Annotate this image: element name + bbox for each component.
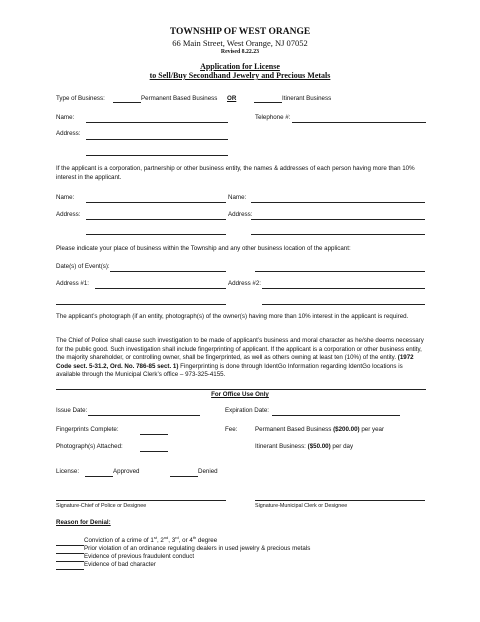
fee-itinerant-unit: per day — [332, 443, 354, 450]
owner2-address-field-2[interactable] — [251, 234, 425, 235]
fee-itinerant-amount: ($50.00) — [307, 443, 331, 450]
photograph-note: The applicant’s photograph (if an entity, photograph(s) of the owner(s) having more than 10% interest in the applicant is required. — [56, 313, 409, 320]
issue-date-label: Issue Date: — [56, 407, 88, 414]
signature-clerk-line[interactable] — [255, 500, 425, 501]
photographs-label: Photograph(s) Attached: — [56, 443, 123, 450]
event-dates-field-2[interactable] — [255, 271, 425, 272]
expiration-date-field[interactable] — [272, 415, 400, 416]
address2-field[interactable] — [262, 288, 425, 289]
fee-itinerant-label: Itinerant Business: — [255, 443, 306, 450]
itinerant-business-blank[interactable] — [254, 102, 282, 103]
owner2-name-label: Name: — [228, 194, 247, 201]
address1-field[interactable] — [95, 288, 226, 289]
township-address: 66 Main Street, West Orange, NJ 07052 — [172, 38, 308, 48]
event-dates-label: Date(s) of Event(s): — [56, 263, 110, 270]
license-approved-label: Approved — [113, 468, 140, 475]
signature-clerk-caption: Signature-Municipal Clerk or Designee — [255, 503, 348, 509]
police-code-reference: (1972 Code sect. 5-31.2, Ord. No. 786-85 sect. 1) — [56, 354, 414, 370]
permanent-business-blank[interactable] — [113, 102, 141, 103]
signature-police-caption: Signature-Chief of Police or Designee — [56, 503, 147, 509]
address1-field-2[interactable] — [56, 304, 226, 305]
police-text-part-a: The Chief of Police shall cause such investigation to be made of applicant’s business and moral character as he/she deems necessary for the public good. Such investigation shall include fingerprinting of applicant. If the applicant is a corporation or other business entity, the majority shareholder, or controlling owner, shall be fingerprinted, as well as others owning at least ten (10%) of the entity. — [56, 337, 424, 362]
owner2-address-label: Address: — [228, 211, 253, 218]
form-title-line1: Application for License — [200, 62, 280, 71]
form-title-line2: to Sell/Buy Secondhand Jewelry and Precious Metals — [149, 71, 331, 80]
denial-reason2: Prior violation of an ordinance regulating dealers in used jewelry & precious metals — [84, 545, 311, 552]
fee-permanent-text — [255, 426, 384, 434]
denial-reason3-blank[interactable] — [56, 561, 84, 562]
business-address-label: Address: — [56, 130, 81, 137]
location-intro-text: Please indicate your place of business within the Township and any other business location of the applicant: — [56, 245, 351, 252]
license-approved-blank[interactable] — [85, 476, 113, 477]
business-address-field-2[interactable] — [86, 155, 228, 156]
permanent-business-label: Permanent Based Business — [141, 95, 218, 102]
denial-reason2-blank[interactable] — [56, 553, 84, 554]
license-label: License: — [56, 468, 80, 475]
fingerprints-label: Fingerprints Complete: — [56, 426, 119, 433]
address2-label: Address #2: — [228, 280, 262, 287]
township-title: TOWNSHIP OF WEST ORANGE — [169, 27, 311, 37]
police-investigation-text — [56, 337, 426, 380]
owner2-address-field[interactable] — [251, 219, 425, 220]
owner1-address-field[interactable] — [86, 219, 226, 220]
telephone-label: Telephone #: — [255, 114, 291, 121]
office-use-divider — [56, 389, 426, 390]
fee-permanent-amount: ($200.00) — [333, 426, 360, 433]
business-name-label: Name: — [56, 114, 75, 121]
business-address-field[interactable] — [86, 139, 228, 140]
photographs-field[interactable] — [140, 451, 168, 452]
owner2-name-field[interactable] — [251, 202, 425, 203]
denial-reason1-blank[interactable] — [56, 545, 84, 546]
event-dates-field[interactable] — [110, 271, 226, 272]
issue-date-field[interactable] — [88, 415, 200, 416]
address2-field-2[interactable] — [262, 304, 425, 305]
police-text-part-b: Fingerprinting is done through IdentGo Information regarding IdentGo locations is available through the Municipal Clerk’s office – 973-325-4155. — [56, 362, 403, 379]
revision-date: Revised 8.22.23 — [220, 49, 260, 55]
telephone-field[interactable] — [292, 122, 426, 123]
denial-reason4: Evidence of bad character — [84, 561, 156, 568]
type-of-business-label: Type of Business: — [56, 95, 105, 102]
owners-intro-text: If the applicant is a corporation, partnership or other business entity, the names & addresses of each person having more than 10% interest in the applicant. — [56, 165, 415, 181]
license-denied-label: Denied — [198, 468, 218, 475]
owner1-name-label: Name: — [56, 194, 75, 201]
fee-label: Fee: — [225, 426, 238, 433]
address1-label: Address #1: — [56, 280, 90, 287]
denial-heading: Reason for Denial: — [56, 519, 111, 526]
fee-permanent-unit: per year — [361, 426, 385, 433]
denial-reason3: Evidence of previous fraudulent conduct — [84, 553, 195, 560]
or-label: OR — [227, 95, 237, 102]
denial-reason4-blank[interactable] — [56, 569, 84, 570]
owner1-address-field-2[interactable] — [86, 234, 226, 235]
fingerprints-field[interactable] — [140, 434, 168, 435]
owner1-address-label: Address: — [56, 211, 81, 218]
office-use-heading: For Office Use Only — [211, 391, 269, 398]
business-name-field[interactable] — [86, 122, 228, 123]
license-denied-blank[interactable] — [170, 476, 198, 477]
fee-itinerant-text — [255, 443, 353, 451]
expiration-date-label: Expiration Date: — [225, 407, 270, 414]
itinerant-business-label: Itinerant Business — [282, 95, 332, 102]
denial-reason1: Conviction of a crime of 1st, 2nd, 3rd, or 4th degree — [84, 534, 218, 544]
owner1-name-field[interactable] — [86, 202, 226, 203]
signature-police-line[interactable] — [56, 500, 226, 501]
fee-permanent-label: Permanent Based Business — [255, 426, 332, 433]
